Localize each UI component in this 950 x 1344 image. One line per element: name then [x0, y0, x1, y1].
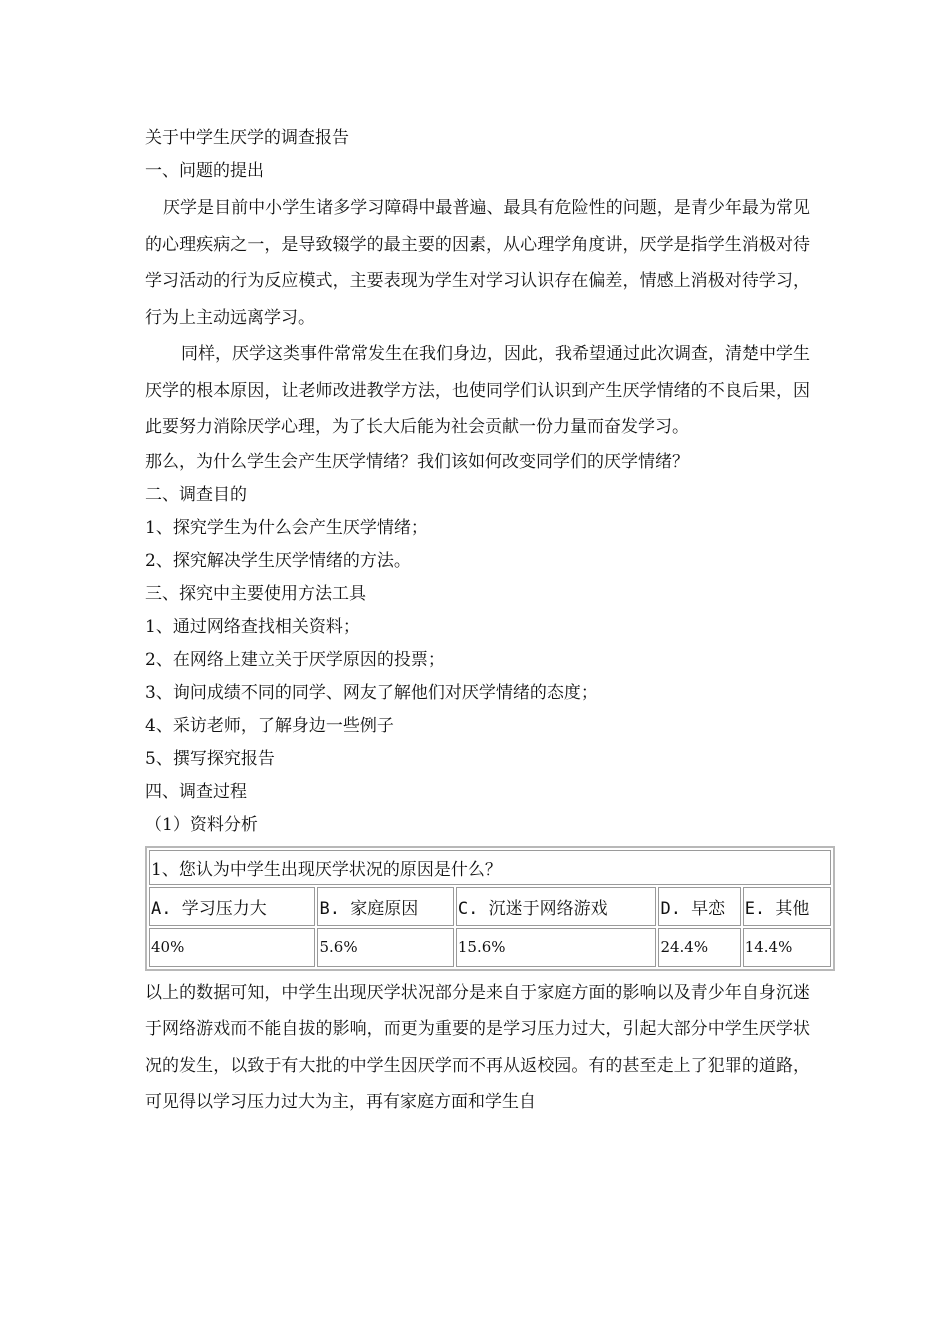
survey-option: A. 学习压力大: [149, 887, 315, 926]
section3-item: 3、询问成绩不同的同学、网友了解他们对厌学情绪的态度；: [145, 682, 598, 703]
section4-subheading: （1）资料分析: [145, 814, 258, 835]
section3-item: 5、撰写探究报告: [145, 748, 275, 769]
survey-value: 5.6%: [317, 928, 453, 967]
section3-item: 1、通过网络查找相关资料；: [145, 616, 360, 637]
survey-value: 14.4%: [743, 928, 831, 967]
survey-option: D. 早恋: [658, 887, 740, 926]
section1-question: 那么，为什么学生会产生厌学情绪？我们该如何改变同学们的厌学情绪？: [145, 451, 689, 472]
table-row: [149, 928, 831, 967]
survey-value: 40%: [149, 928, 315, 967]
survey-question: 1、您认为中学生出现厌学状况的原因是什么？: [149, 850, 831, 885]
survey-value: 24.4%: [658, 928, 740, 967]
section3-item: 2、在网络上建立关于厌学原因的投票；: [145, 649, 445, 670]
table-row: [149, 850, 831, 885]
section3-heading: 三、探究中主要使用方法工具: [145, 583, 366, 604]
section2-heading: 二、调查目的: [145, 484, 247, 505]
table-row: [149, 887, 831, 926]
section1-paragraph-1: 厌学是目前中小学生诸多学习障碍中最普遍、最具有危险性的问题，是青少年最为常见的心理疾病之一，是导致辍学的最主要的因素，从心理学角度讲，厌学是指学生消极对待学习活动的行为反应模式，主要表现为学生对学习认识存在偏差，情感上消极对待学习，行为上主动远离学习。: [145, 198, 810, 328]
section1-heading: 一、问题的提出: [145, 161, 264, 181]
section2-item: 2、探究解决学生厌学情绪的方法。: [145, 550, 411, 571]
survey-value: 15.6%: [456, 928, 657, 967]
section2-item: 1、探究学生为什么会产生厌学情绪；: [145, 517, 428, 538]
section3-item: 4、采访老师，了解身边一些例子: [145, 715, 394, 736]
section1-paragraph-2: 同样，厌学这类事件常常发生在我们身边，因此，我希望通过此次调查，清楚中学生厌学的根本原因，让老师改进教学方法，也使同学们认识到产生厌学情绪的不良后果，因此要努力消除厌学心理，为了长大后能为社会贡献一份力量而奋发学习。: [145, 344, 810, 437]
analysis-paragraph: 以上的数据可知，中学生出现厌学状况部分是来自于家庭方面的影响以及青少年自身沉迷于网络游戏而不能自拔的影响，而更为重要的是学习压力过大，引起大部分中学生厌学状况的发生，以致于有大批的中学生因厌学而不再从返校园。有的甚至走上了犯罪的道路，可见得以学习压力过大为主，再有家庭方面和学生自: [145, 982, 810, 1112]
document-page: [145, 122, 810, 1121]
survey-table: [145, 846, 835, 971]
section4-heading: 四、调查过程: [145, 781, 247, 802]
survey-option: E. 其他: [743, 887, 831, 926]
survey-option: C. 沉迷于网络游戏: [456, 887, 657, 926]
survey-option: B. 家庭原因: [317, 887, 453, 926]
document-title: 关于中学生厌学的调查报告: [145, 128, 349, 148]
